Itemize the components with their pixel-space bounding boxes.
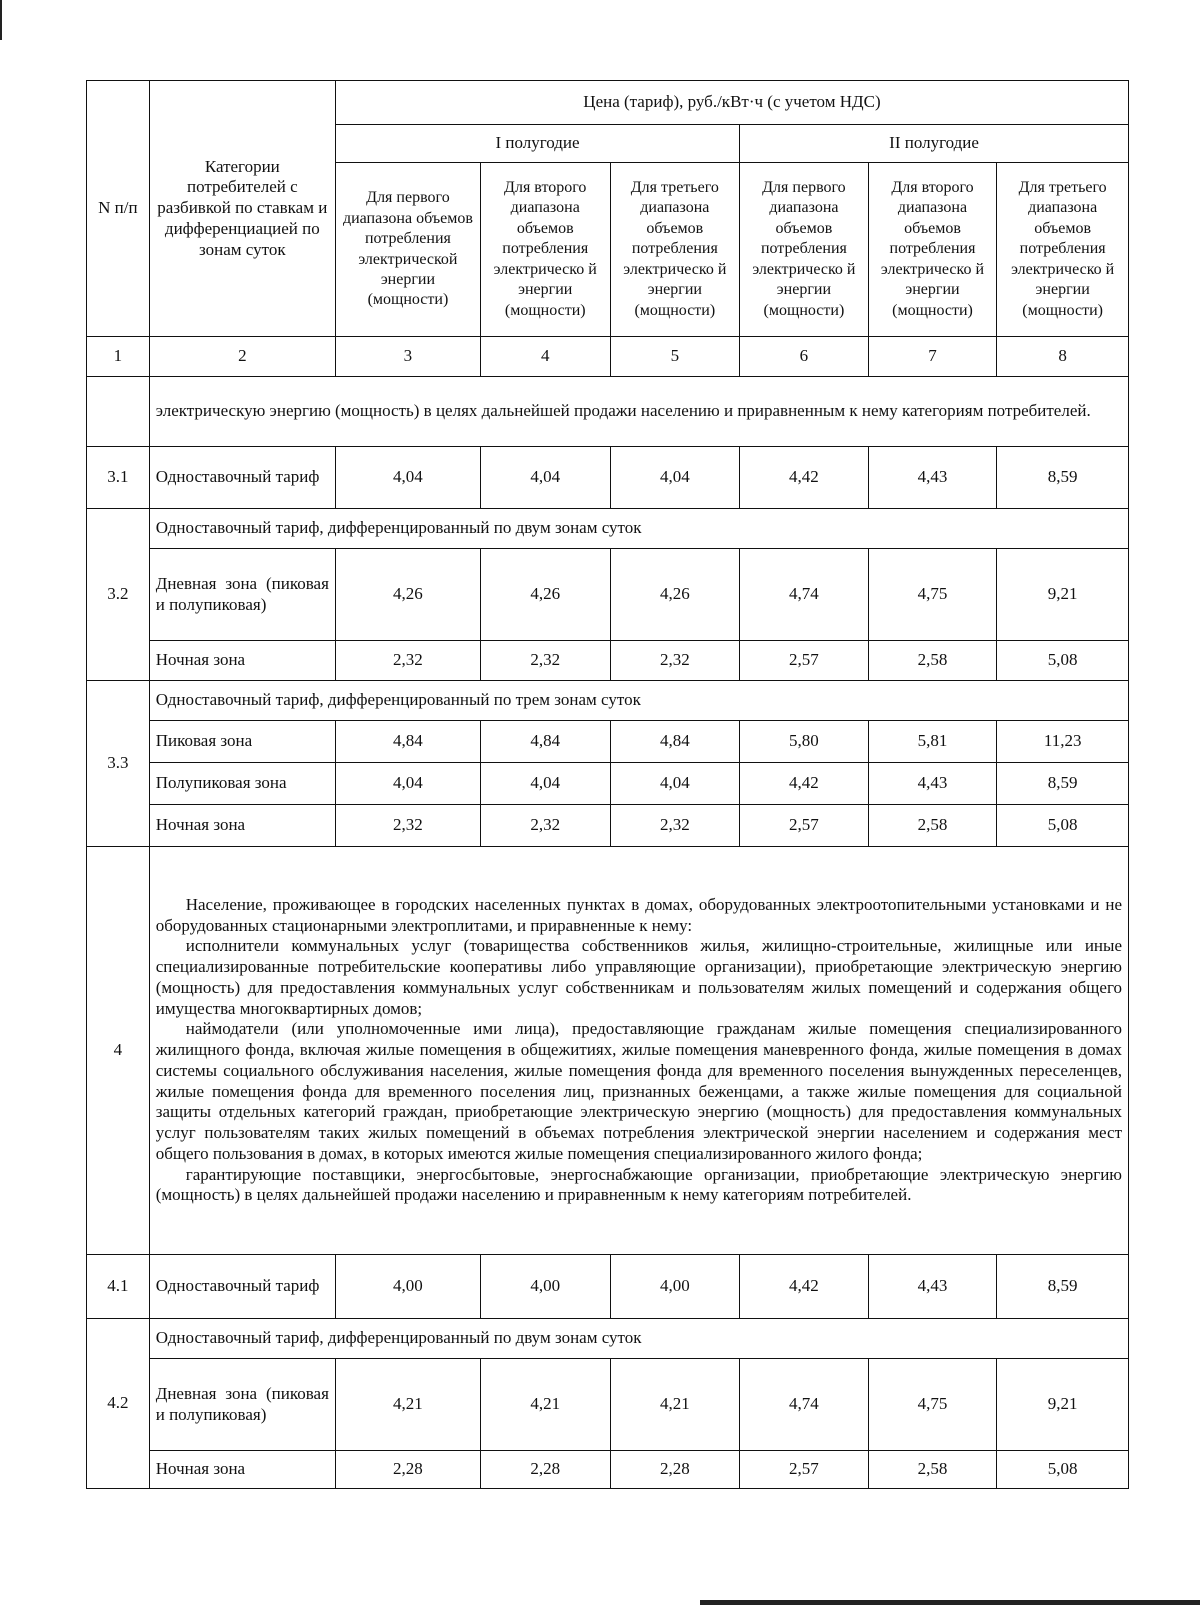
header-range-5: Для второго диапазона объемов потребления электрическо й энергии (мощности) [868, 163, 997, 337]
table-cell: 2,28 [335, 1451, 480, 1489]
row-label-3-2-night: Ночная зона [149, 641, 335, 681]
table-cell: 9,21 [997, 1359, 1129, 1451]
table-cell: 4,42 [740, 763, 869, 805]
header-range-6: Для третьего диапазона объемов потребления электрическо й энергии (мощности) [997, 163, 1129, 337]
column-number: 7 [868, 337, 997, 377]
table-cell: 4,75 [868, 549, 997, 641]
table-cell: 5,81 [868, 721, 997, 763]
table-cell: 2,32 [480, 641, 610, 681]
row-title-3-2: Одноставочный тариф, дифференцированный по двум зонам суток [149, 509, 1128, 549]
table-cell: 4,75 [868, 1359, 997, 1451]
table-cell: 2,57 [740, 805, 869, 847]
table-cell: 8,59 [997, 1255, 1129, 1319]
table-cell: 4,43 [868, 1255, 997, 1319]
table-cell: 4,21 [480, 1359, 610, 1451]
table-cell: 8,59 [997, 763, 1129, 805]
table-cell: 2,32 [610, 641, 740, 681]
row-num-4-2: 4.2 [87, 1319, 150, 1489]
row-num-4: 4 [87, 847, 150, 1255]
row-num-3-1: 3.1 [87, 447, 150, 509]
table-cell: 4,00 [480, 1255, 610, 1319]
page-edge-mark [0, 0, 2, 40]
table-cell: 4,21 [610, 1359, 740, 1451]
table-cell: 4,84 [335, 721, 480, 763]
scan-bottom-line [700, 1600, 1200, 1605]
row-label-4-2-day: Дневная зона (пиковая и полупиковая) [149, 1359, 335, 1451]
header-category-label: Категории потребителей с разбивкой по ставкам и дифференциацией по зонам суток [149, 81, 335, 337]
column-number: 1 [87, 337, 150, 377]
header-range-3: Для третьего диапазона объемов потребления электрическо й энергии (мощности) [610, 163, 740, 337]
table-cell: 5,08 [997, 641, 1129, 681]
table-cell: 8,59 [997, 447, 1129, 509]
table-cell: 4,04 [335, 447, 480, 509]
row-label-4-2-night: Ночная зона [149, 1451, 335, 1489]
table-cell: 4,04 [610, 763, 740, 805]
table-cell: 4,04 [480, 447, 610, 509]
table-cell: 2,32 [480, 805, 610, 847]
table-cell: 2,32 [610, 805, 740, 847]
section-4-paragraph: Население, проживающее в городских населенных пунктах в домах, оборудованных электроотопительными установками и не оборудованных стационарными электроплитами, и приравненные к нему: [155, 894, 1122, 935]
section-4-paragraph: исполнители коммунальных услуг (товарищества собственников жилья, жилищно-строительные, жилищные или иные специализированные потребительские кооперативы либо управляющие организации), приобретающие электрическую энергию (мощность) для предоставления коммунальных услуг собственникам и пользователям жилых помещений и содержания общего имущества многоквартирных домов; [155, 936, 1122, 1018]
header-range-4: Для первого диапазона объемов потребления электрическо й энергии (мощности) [740, 163, 869, 337]
table-cell: 2,32 [335, 641, 480, 681]
table-cell: 11,23 [997, 721, 1129, 763]
section-4-paragraph: наймодатели (или уполномоченные ими лица), предоставляющие гражданам жилые помещения специализированного жилищного фонда, включая жилые помещения в общежитиях, жилые помещения маневренного фонда, жилые помещения в домах системы социального обслуживания населения, жилые помещения фонда для временного поселения вынужденных переселенцев, жилые помещения фонда для временного поселения лиц, признанных беженцами, а также жилые помещения для социальной защиты отдельных категорий граждан, приобретающие электрическую энергию (мощность) для предоставления коммунальных услуг пользователям таких жилых помещений в объемах потребления электрической энергии населением и содержания мест общего пользования в домах, в которых имеются жилые помещения специализированного жилого фонда; [155, 1019, 1122, 1163]
section-3-continuation: электрическую энергию (мощность) в целях дальнейшей продажи населению и приравненным к нему категориям потребителей. [149, 377, 1128, 447]
table-cell: 4,43 [868, 447, 997, 509]
table-cell: 5,08 [997, 805, 1129, 847]
row-label-3-3-semipeak: Полупиковая зона [149, 763, 335, 805]
table-cell: 4,00 [610, 1255, 740, 1319]
table-cell: 2,58 [868, 1451, 997, 1489]
row-title-3-3: Одноставочный тариф, дифференцированный по трем зонам суток [149, 681, 1128, 721]
table-cell: 4,26 [610, 549, 740, 641]
table-cell: 5,08 [997, 1451, 1129, 1489]
table-cell: 2,58 [868, 641, 997, 681]
row-label-3-3-night: Ночная зона [149, 805, 335, 847]
row-num-3-2: 3.2 [87, 509, 150, 681]
row-title-4-2: Одноставочный тариф, дифференцированный по двум зонам суток [149, 1319, 1128, 1359]
table-cell: 4,26 [480, 549, 610, 641]
table-cell: 4,04 [480, 763, 610, 805]
section-4-description [149, 847, 1128, 1255]
row-num-3-3: 3.3 [87, 681, 150, 847]
row-label-3-3-peak: Пиковая зона [149, 721, 335, 763]
column-number: 8 [997, 337, 1129, 377]
header-half-2: II полугодие [740, 125, 1129, 163]
header-half-1: I полугодие [335, 125, 739, 163]
table-cell: 4,74 [740, 1359, 869, 1451]
row-label-4-1: Одноставочный тариф [149, 1255, 335, 1319]
column-number: 5 [610, 337, 740, 377]
column-number: 4 [480, 337, 610, 377]
column-number: 3 [335, 337, 480, 377]
header-range-1: Для первого диапазона объемов потребления электрической энергии (мощности) [335, 163, 480, 337]
table-cell: 4,84 [610, 721, 740, 763]
table-cell: 4,04 [335, 763, 480, 805]
table-cell: 4,04 [610, 447, 740, 509]
table-cell: 2,58 [868, 805, 997, 847]
column-number: 2 [149, 337, 335, 377]
table-cell: 5,80 [740, 721, 869, 763]
table-cell: 2,28 [480, 1451, 610, 1489]
table-cell: 4,00 [335, 1255, 480, 1319]
table-cell: 4,43 [868, 763, 997, 805]
header-price-label: Цена (тариф), руб./кВт·ч (с учетом НДС) [335, 81, 1128, 125]
header-num-label: N п/п [87, 81, 150, 337]
row-label-3-1: Одноставочный тариф [149, 447, 335, 509]
table-cell: 4,21 [335, 1359, 480, 1451]
column-number: 6 [740, 337, 869, 377]
table-cell: 4,42 [740, 1255, 869, 1319]
table-cell: 4,84 [480, 721, 610, 763]
header-range-2: Для второго диапазона объемов потребления электрическо й энергии (мощности) [480, 163, 610, 337]
section-4-paragraph: гарантирующие поставщики, энергосбытовые, энергоснабжающие организации, приобретающие электрическую энергию (мощность) в целях дальнейшей продажи населению и приравненным к нему категориям потребителей. [155, 1164, 1122, 1205]
row-num-empty [87, 377, 150, 447]
table-cell: 4,26 [335, 549, 480, 641]
table-cell: 2,57 [740, 1451, 869, 1489]
table-cell: 4,42 [740, 447, 869, 509]
tariff-table [86, 80, 1129, 1489]
table-cell: 2,32 [335, 805, 480, 847]
row-label-3-2-day: Дневная зона (пиковая и полупиковая) [149, 549, 335, 641]
table-cell: 9,21 [997, 549, 1129, 641]
table-cell: 2,28 [610, 1451, 740, 1489]
row-num-4-1: 4.1 [87, 1255, 150, 1319]
table-cell: 4,74 [740, 549, 869, 641]
table-cell: 2,57 [740, 641, 869, 681]
